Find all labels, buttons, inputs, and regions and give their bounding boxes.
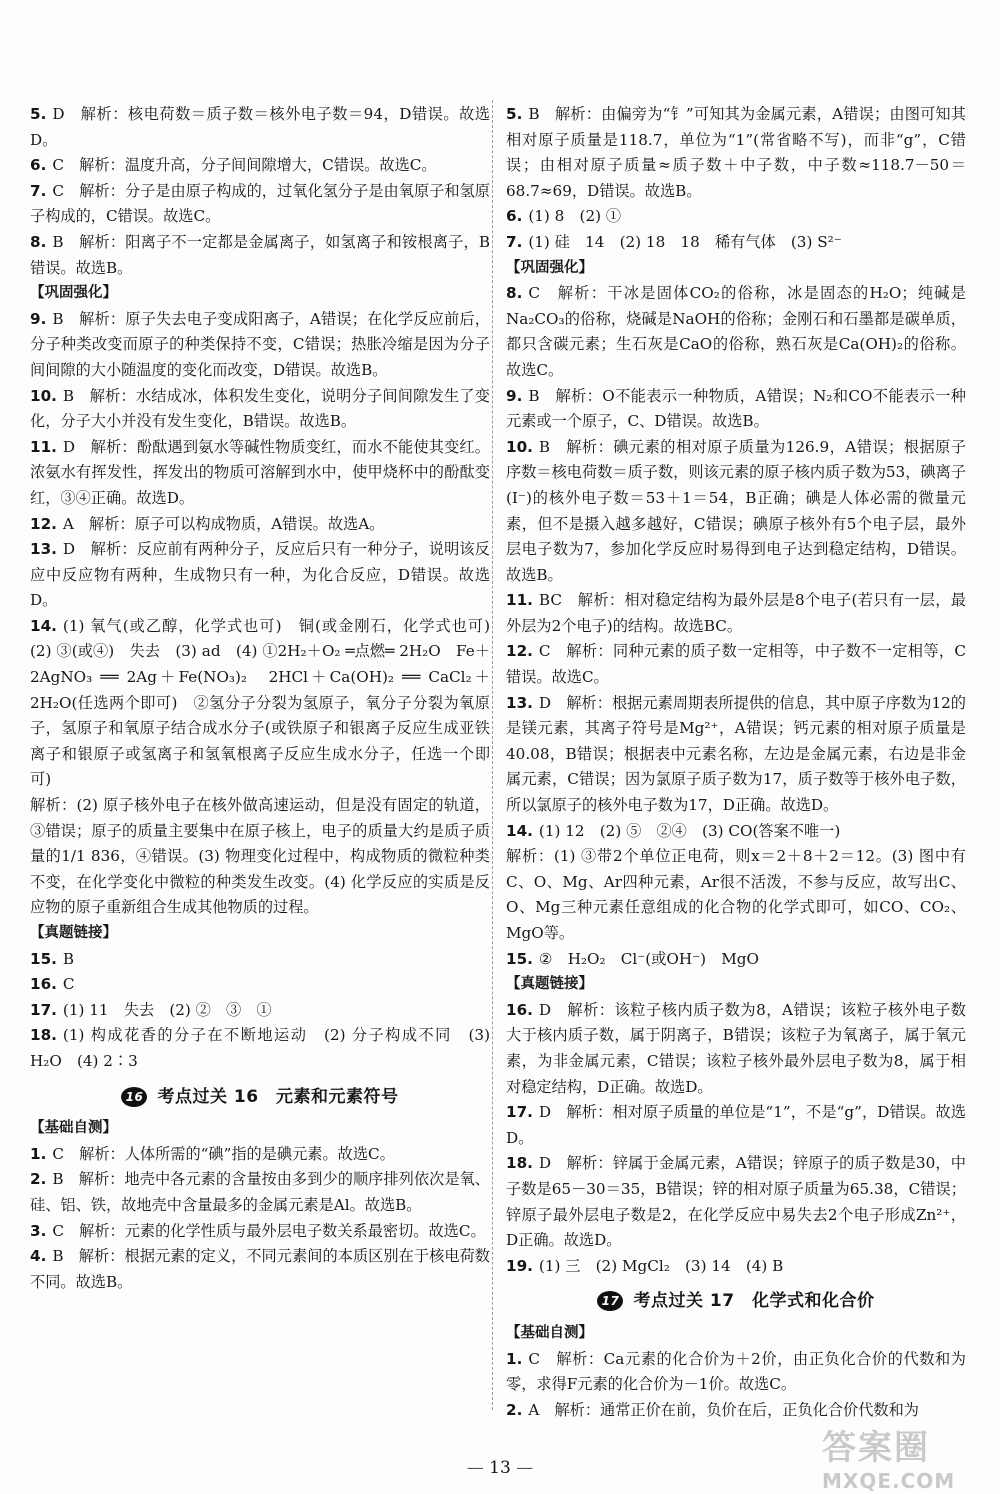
item-text: D 解析：根据元素周期表所提供的信息，其中原子序数为12的是镁元素，其离子符号是Mg²⁺，A错误；钙元素的相对原子质量是40.08，B错误；根据表中元素名称，左边是金属元素，右边是非金属元素，C错误；因为氯原子质子数为17，质子数等于核外电子数，所以氯原子的核外电子数为17，D正确。故选D。	[506, 693, 966, 815]
answer-item	[506, 998, 966, 1100]
answer-item	[30, 512, 490, 538]
item-text: C 解析：人体所需的“碘”指的是碘元素。故选C。	[52, 1144, 395, 1163]
item-text: (1) 硅 14 (2) 18 18 稀有气体 (3) S²⁻	[528, 232, 842, 251]
item-number: 7.	[30, 181, 47, 200]
item-number: 17.	[30, 1000, 57, 1019]
chapter-heading	[30, 1085, 490, 1111]
item-number: 1.	[30, 1144, 47, 1163]
answer-item	[30, 947, 490, 973]
item-text: C	[62, 975, 75, 994]
item-text: 解析：(2) 原子核外电子在核外做高速运动，但是没有固定的轨道，③错误；原子的质量主要集中在原子核上，电子的质量大约是质子质量的1/1 836，④错误。(3) 物理变化过程中，构成物质的微粒种类不变，在化学变化中微粒的种类发生改变。(4) 化学反应的实质是反应物的原子重新组合生成其他物质的过程。	[30, 796, 490, 917]
chapter-badge-icon: 16	[121, 1087, 147, 1107]
section-heading: 【真题链接】	[506, 976, 593, 993]
answer-item	[30, 1244, 490, 1295]
section-heading: 【真题链接】	[30, 925, 117, 941]
item-text: B	[62, 949, 75, 968]
item-number: 10.	[506, 437, 533, 456]
section-heading: 【巩固强化】	[506, 259, 593, 276]
item-text: C 解析：同种元素的质子数一定相等，中子数不一定相等，C错误。故选C。	[506, 642, 966, 687]
item-number: 10.	[30, 386, 57, 405]
answer-item	[30, 793, 490, 921]
item-text: C 解析：干冰是固体CO₂的俗称，冰是固态的H₂O；纯碱是Na₂CO₃的俗称，烧碱是NaOH的俗称；金刚石和石墨都是碳单质，都只含碳元素；生石灰是CaO的俗称，熟石灰是Ca(OH)₂的俗称。故选C。	[506, 284, 966, 379]
item-text: (1) 氧气(或乙醇，化学式也可) 铜(或金刚石，化学式也可) (2) ③(或④) 失去 (3) ad (4) ①2H₂＋O₂ ═点燃═ 2H₂O Fe＋2AgNO₃ ══ 2Ag＋Fe(NO₃)₂ 2HCl＋Ca(OH)₂ ══ CaCl₂＋2H₂O(任选两个即可) ②氢分子分裂为氢原子，氧分子分裂为氧原子，氢原子和氧原子结合成水分子(或铁原子和银离子反应生成亚铁离子和银原子或氢离子和氢氧根离子反应生成水分子，任选一个即可)	[30, 616, 506, 789]
answer-item	[30, 1142, 490, 1168]
item-text: B 解析：原子失去电子变成阳离子，A错误；在化学反应前后，分子种类改变而原子的种类保持不变，C错误；热胀冷缩是因为分子间间隙的大小随温度的变化而改变，D错误。故选B。	[30, 309, 490, 379]
item-number: 13.	[506, 693, 533, 712]
answer-item	[30, 1023, 490, 1074]
answer-item	[30, 384, 490, 435]
item-number: 12.	[506, 642, 533, 661]
answer-item	[506, 435, 966, 589]
item-number: 3.	[30, 1221, 47, 1240]
page-number: — 13 —	[466, 1458, 534, 1478]
item-text: D 解析：酚酞遇到氨水等碱性物质变红，而水不能使其变红。浓氨水有挥发性，挥发出的物质可溶解到水中，使甲烧杯中的酚酞变红，③④正确。故选D。	[30, 437, 490, 507]
answer-item	[506, 1254, 966, 1280]
item-number: 2.	[30, 1170, 47, 1189]
item-number: 18.	[30, 1026, 57, 1045]
answer-item	[30, 307, 490, 384]
answer-item	[506, 384, 966, 435]
answer-item	[30, 614, 506, 793]
chapter-badge-icon: 17	[597, 1291, 623, 1311]
item-number: 15.	[30, 949, 57, 968]
left-items-2	[30, 307, 506, 921]
answer-item	[30, 972, 490, 998]
item-text: D 解析：反应前有两种分子，反应后只有一种分子，说明该反应中反应物有两种，生成物只有一种，为化合反应，D错误。故选D。	[30, 540, 490, 610]
right-items-1	[506, 102, 966, 256]
item-number: 8.	[30, 232, 47, 251]
chapter-title: 考点过关 17 化学式和化合价	[633, 1291, 875, 1312]
answer-item	[30, 537, 490, 614]
item-text: D 解析：该粒子核内质子数为8，A错误；该粒子核外电子数大于核内质子数，属于阴离子，B错误；该粒子为氧离子，属于氧元素，为非金属元素，C错误；该粒子核外最外层电子数为8，属于相对稳定结构，D正确。故选D。	[506, 1000, 966, 1096]
answer-item	[30, 1167, 490, 1218]
item-text: A 解析：通常正价在前，负价在后，正负化合价代数和为	[528, 1400, 919, 1419]
answer-item	[506, 1347, 966, 1398]
item-number: 19.	[506, 1256, 533, 1275]
item-number: 16.	[30, 975, 57, 994]
item-number: 11.	[506, 591, 533, 610]
answer-item	[30, 998, 490, 1024]
section-heading: 【基础自测】	[30, 1120, 117, 1137]
item-number: 9.	[506, 386, 523, 405]
answer-item	[506, 102, 966, 204]
item-text: C 解析：分子是由原子构成的，过氧化氢分子是由氧原子和氢原子构成的，C错误。故选C。	[30, 181, 490, 226]
item-number: 14.	[30, 616, 57, 635]
right-items-2	[506, 281, 966, 972]
left-items-3	[30, 947, 490, 1075]
item-number: 11.	[30, 437, 57, 456]
item-text: B 解析：O不能表示一种物质，A错误；N₂和CO不能表示一种元素或一个原子，C、D错误。故选B。	[506, 386, 966, 431]
answer-item	[30, 102, 490, 153]
item-number: 9.	[30, 309, 47, 328]
item-number: 15.	[506, 949, 533, 968]
item-text: B 解析：碘元素的相对原子质量为126.9，A错误；根据原子序数＝核电荷数＝质子数，则该元素的原子核内质子数为53，碘离子(I⁻)的核外电子数＝53＋1＝54，B正确；碘是人体必需的微量元素，但不是摄入越多越好，C错误；碘原子核外有5个电子层，最外层电子数为7，参加化学反应时易得到电子达到稳定结构，D错误。故选B。	[506, 437, 966, 584]
item-number: 6.	[30, 156, 47, 175]
item-text: A 解析：原子可以构成物质，A错误。故选A。	[62, 514, 385, 533]
item-number: 17.	[506, 1103, 533, 1122]
section-heading: 【巩固强化】	[30, 285, 117, 302]
answer-item	[30, 230, 490, 281]
item-text: C 解析：Ca元素的化合价为＋2价，由正负化合价的代数和为零，求得F元素的化合价为－1价。故选C。	[506, 1349, 966, 1394]
answer-item	[506, 1151, 966, 1253]
item-number: 4.	[30, 1247, 47, 1266]
item-number: 8.	[506, 284, 523, 303]
item-number: 6.	[506, 207, 523, 226]
item-text: (1) 12 (2) ⑤ ②④ (3) CO(答案不唯一)	[538, 821, 841, 840]
answer-item	[506, 639, 966, 690]
answer-item	[506, 230, 966, 256]
watermark-logo: 答案圈 MXQE.COM	[822, 1428, 956, 1493]
answer-item	[30, 1219, 490, 1245]
chapter-heading	[506, 1289, 966, 1315]
item-text: ② H₂O₂ Cl⁻(或OH⁻) MgO	[538, 949, 759, 968]
left-items-4	[30, 1142, 490, 1296]
item-text: B 解析：阳离子不一定都是金属离子，如氢离子和铵根离子，B错误。故选B。	[30, 232, 490, 277]
item-number: 13.	[30, 540, 57, 559]
answer-item	[30, 435, 490, 512]
answer-item	[506, 588, 966, 639]
chapter-title: 考点过关 16 元素和元素符号	[157, 1086, 399, 1107]
item-number: 5.	[506, 105, 523, 123]
item-text: (1) 三 (2) MgCl₂ (3) 14 (4) B	[538, 1256, 784, 1275]
item-text: (1) 构成花香的分子在不断地运动 (2) 分子构成不同 (3) H₂O (4) 2∶3	[30, 1026, 490, 1070]
item-text: (1) 11 失去 (2) ② ③ ①	[62, 1000, 272, 1019]
item-text: C 解析：元素的化学性质与最外层电子数关系最密切。故选C。	[52, 1221, 486, 1240]
item-number: 12.	[30, 514, 57, 533]
right-items-3	[506, 998, 966, 1280]
item-text: C 解析：温度升高，分子间间隙增大，C错误。故选C。	[52, 156, 437, 175]
item-text: B 解析：由偏旁为“钅”可知其为金属元素，A错误；由图可知其相对原子质量是118.7，单位为“1”(常省略不写)，而非“g”，C错误；由相对原子质量≈质子数＋中子数，中子数≈118.7－50＝68.7≈69，D错误。故选B。	[506, 105, 966, 200]
item-number: 7.	[506, 232, 523, 251]
answer-item	[506, 1100, 966, 1151]
answer-item	[506, 947, 966, 973]
item-text: B 解析：根据元素的定义，不同元素间的本质区别在于核电荷数不同。故选B。	[30, 1247, 490, 1291]
item-text: (1) 8 (2) ①	[528, 207, 622, 226]
section-heading: 【基础自测】	[506, 1324, 593, 1341]
answer-item	[30, 153, 490, 179]
item-number: 2.	[506, 1400, 523, 1419]
left-items-1	[30, 102, 490, 281]
answer-item	[506, 691, 966, 819]
left-column	[30, 102, 506, 1295]
item-number: 18.	[506, 1154, 533, 1173]
answer-item	[506, 844, 966, 946]
item-text: 解析：(1) ③带2个单位正电荷，则x＝2＋8＋2＝12。(3) 图中有C、O、Mg、Ar四种元素，Ar很不活泼，不参与反应，故写出C、O、Mg三种元素任意组成的化合物的化学式即可，如CO、CO₂、MgO等。	[506, 847, 966, 942]
item-number: 16.	[506, 1000, 533, 1019]
item-text: D 解析：相对原子质量的单位是“1”，不是“g”，D错误。故选D。	[506, 1103, 966, 1147]
item-number: 14.	[506, 821, 533, 840]
column-divider	[492, 100, 493, 1410]
answer-item	[506, 281, 966, 383]
answer-item	[506, 819, 966, 845]
item-text: D 解析：锌属于金属元素，A错误；锌原子的质子数是30，中子数是65－30＝35，B错误；锌的相对原子质量为65.38，C错误；锌原子最外层电子数是2，在化学反应中易失去2个电子形成Zn²⁺，D正确。故选D。	[506, 1154, 966, 1250]
answer-item	[30, 179, 490, 230]
item-text: BC 解析：相对稳定结构为最外层是8个电子(若只有一层，最外层为2个电子)的结构。故选BC。	[506, 591, 966, 635]
item-number: 5.	[30, 105, 47, 123]
item-text: D 解析：核电荷数＝质子数＝核外电子数＝94，D错误。故选D。	[30, 105, 490, 149]
item-number: 1.	[506, 1349, 523, 1368]
right-column	[506, 102, 966, 1423]
item-text: B 解析：水结成冰，体积发生变化，说明分子间间隙发生了变化，分子大小并没有发生变化，B错误。故选B。	[30, 386, 490, 431]
answer-item	[506, 204, 966, 230]
right-items-4	[506, 1347, 966, 1424]
item-text: B 解析：地壳中各元素的含量按由多到少的顺序排列依次是氧、硅、铝、铁，故地壳中含量最多的金属元素是Al。故选B。	[30, 1170, 490, 1214]
